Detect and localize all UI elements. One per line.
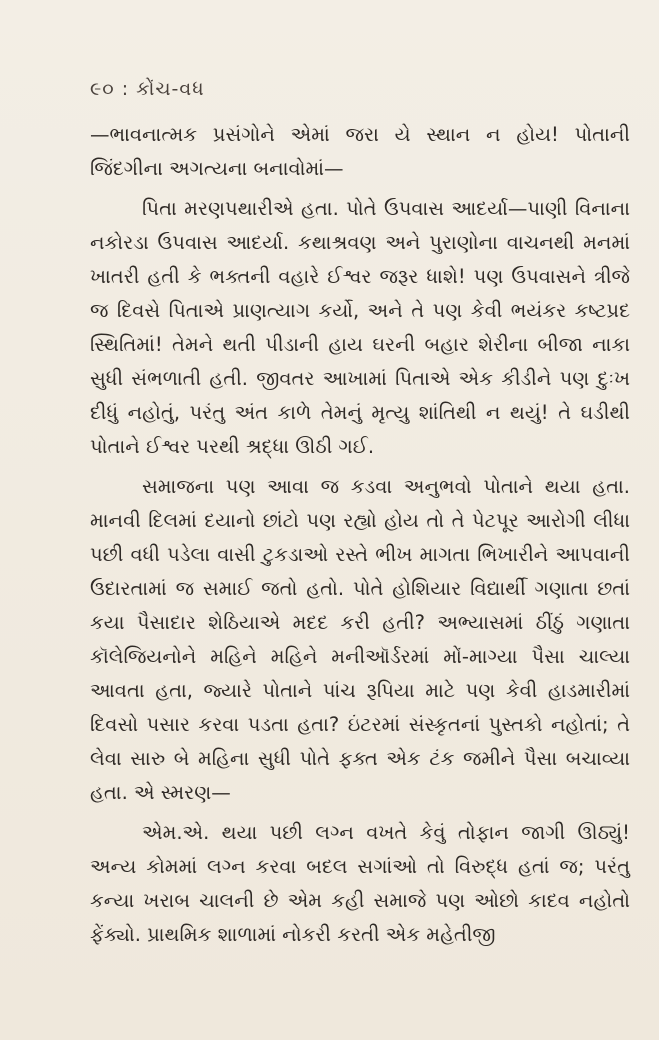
running-head: ૯૦ : કોંચ-વધ <box>90 78 205 100</box>
paragraph-2: પિતા મરણપથારીએ હતા. પોતે ઉપવાસ આદર્યા—પાણી વિનાના નકોરડા ઉપવાસ આદર્યા. કથાશ્રવણ અને પુરાણોના વાચનથી મનમાં ખાતરી હતી કે ભક્તની વહારે ઈશ્વર જરૂર ધાશે! પણ ઉપવાસને ત્રીજે જ દિવસે પિતાએ પ્રાણત્યાગ કર્યો, અને તે પણ કેવી ભયંકર કષ્ટપ્રદ સ્થિતિમાં! તેમને થતી પીડાની હાય ઘરની બહાર શેરીના બીજા નાકા સુધી સંભળાતી હતી. જીવતર આખામાં પિતાએ એક કીડીને પણ દુઃખ દીધું નહોતું, પરંતુ અંત કાળે તેમનું મૃત્યુ શાંતિથી ન થયું! તે ઘડીથી પોતાને ઈશ્વર પરથી શ્રદ્ધા ઊઠી ગઈ. <box>90 197 630 458</box>
paragraph-4: એમ.એ. થયા પછી લગ્ન વખતે કેવું તોફાન જાગી ઊઠ્યું! અન્ય કોમમાં લગ્ન કરવા બદલ સગાંઓ તો વિરુદ્ધ હતાં જ; પરંતુ કન્યા ખરાબ ચાલની છે એમ કહી સમાજે પણ ઓછો કાદવ નહોતો ફેંક્યો. પ્રાથમિક શાળામાં નોકરી કરતી એક મહેતીજી <box>90 821 630 946</box>
paragraph-3: સમાજના પણ આવા જ કડવા અનુભવો પોતાને થયા હતા. માનવી દિલમાં દયાનો છાંટો પણ રહ્યો હોય તો તે પેટપૂર આરોગી લીધા પછી વધી પડેલા વાસી ટુકડાઓ રસ્તે ભીખ માગતા ભિખારીને આપવાની ઉદારતામાં જ સમાઈ જતો હતો. પોતે હોશિયાર વિદ્યાર્થી ગણાતા છતાં કયા પૈસાદાર શેઠિયાએ મદદ કરી હતી? અભ્યાસમાં ઠીંઠું ગણાતા કૉલેજિયનોને મહિને મહિને મનીઑર્ડરમાં મોં-માગ્યા પૈસા ચાલ્યા આવતા હતા, જ્યારે પોતાને પાંચ રૂપિયા માટે પણ કેવી હાડમારીમાં દિવસો પસાર કરવા પડતા હતા? ઇંટરમાં સંસ્કૃતનાં પુસ્તકો નહોતાં; તે લેવા સારુ બે મહિના સુધી પોતે ફક્ત એક ટંક જમીને પૈસા બચાવ્યા હતા. એ સ્મરણ— <box>90 475 630 804</box>
page-body <box>90 118 630 958</box>
paragraph-1: —ભાવનાત્મક પ્રસંગોને એમાં જરા યે સ્થાન ન હોય! પોતાની જિંદગીના અગત્યના બનાવોમાં— <box>90 123 630 180</box>
